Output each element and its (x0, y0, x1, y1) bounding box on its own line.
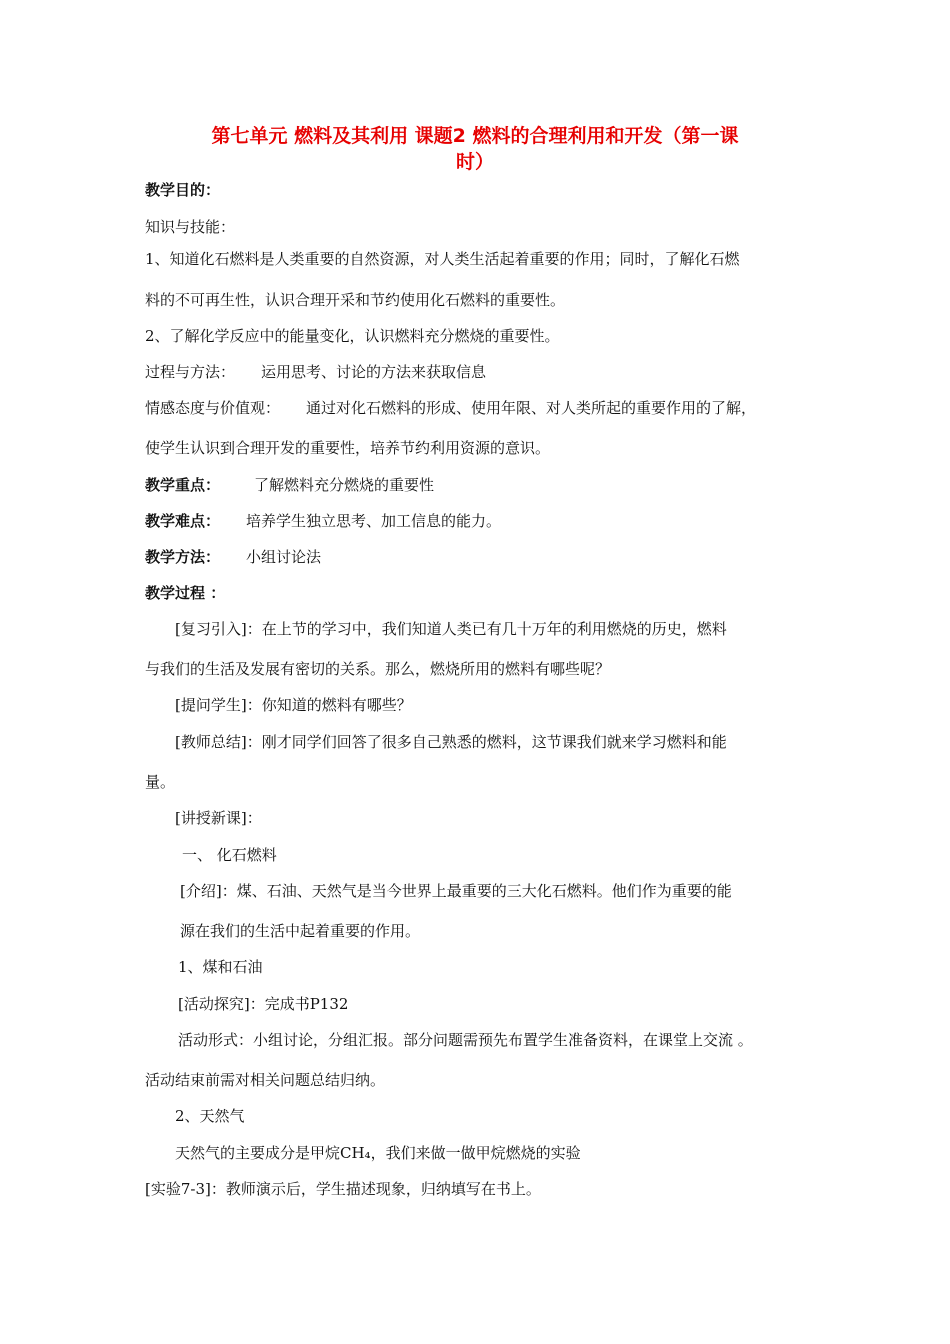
subsection-natural-gas: 2、天然气 (175, 1107, 245, 1125)
review-line-b: 与我们的生活及发展有密切的关系。那么，燃烧所用的燃料有哪些呢？ (145, 660, 611, 678)
process-label: 过程与方法： (145, 363, 236, 381)
key-point-label: 教学重点： (145, 476, 221, 494)
document-title-line1: 第七单元 燃料及其利用 课题2 燃料的合理利用和开发（第一课 (211, 125, 739, 147)
activity-line: [活动探究]：完成书P132 (178, 995, 349, 1013)
subsection-coal-oil: 1、煤和石油 (178, 958, 263, 976)
procedure-heading: 教学过程 ： (145, 584, 226, 602)
section-1-heading: 一、 化石燃料 (182, 846, 277, 864)
emotion-label: 情感态度与价值观： (145, 399, 281, 417)
method-text: 小组讨论法 (246, 548, 322, 566)
document-title-line2: 时） (455, 151, 494, 173)
teach-line: [讲授新课]： (175, 809, 262, 827)
objectives-heading: 教学目的： (145, 181, 221, 199)
gas-line: 天然气的主要成分是甲烷CH₄，我们来做一做甲烷燃烧的实验 (175, 1144, 581, 1162)
form-line-b: 活动结束前需对相关问题总结归纳。 (145, 1071, 386, 1089)
knowledge-item-1b: 料的不可再生性，认识合理开采和节约使用化石燃料的重要性。 (145, 291, 566, 309)
emotion-row (145, 398, 756, 418)
summary-line-a: [教师总结]：刚才同学们回答了很多自己熟悉的燃料，这节课我们就来学习燃料和能 (175, 733, 727, 751)
key-point-text: 了解燃料充分燃烧的重要性 (254, 476, 435, 494)
knowledge-heading: 知识与技能： (145, 218, 236, 236)
intro-line-a: [介绍]：煤、石油、天然气是当今世界上最重要的三大化石燃料。他们作为重要的能 (180, 882, 732, 900)
summary-line-b: 量。 (145, 773, 176, 791)
emotion-text: 通过对化石燃料的形成、使用年限、对人类所起的重要作用的了解， (306, 399, 757, 417)
knowledge-item-2: 2、了解化学反应中的能量变化，认识燃料充分燃烧的重要性。 (145, 327, 560, 345)
experiment-line: [实验7-3]：教师演示后，学生描述现象，归纳填写在书上。 (145, 1180, 541, 1198)
intro-line-b: 源在我们的生活中起着重要的作用。 (180, 922, 421, 940)
knowledge-item-1a: 1、知道化石燃料是人类重要的自然资源，对人类生活起着重要的作用；同时，了解化石燃 (145, 250, 740, 268)
review-line-a: [复习引入]：在上节的学习中，我们知道人类已有几十万年的利用燃烧的历史，燃料 (175, 620, 727, 638)
difficulty-label: 教学难点： (145, 512, 221, 530)
process-method-row (145, 362, 486, 382)
form-line-a: 活动形式：小组讨论，分组汇报。部分问题需预先布置学生准备资料，在课堂上交流 。 (178, 1031, 753, 1049)
ask-line: [提问学生]：你知道的燃料有哪些？ (175, 696, 412, 714)
emotion-text-line2: 使学生认识到合理开发的重要性，培养节约利用资源的意识。 (145, 439, 551, 457)
method-label: 教学方法： (145, 548, 221, 566)
difficulty-text: 培养学生独立思考、加工信息的能力。 (246, 512, 502, 530)
difficulty-row (145, 511, 501, 531)
method-row (145, 547, 321, 567)
process-text: 运用思考、讨论的方法来获取信息 (261, 363, 487, 381)
key-point-row (145, 475, 434, 495)
